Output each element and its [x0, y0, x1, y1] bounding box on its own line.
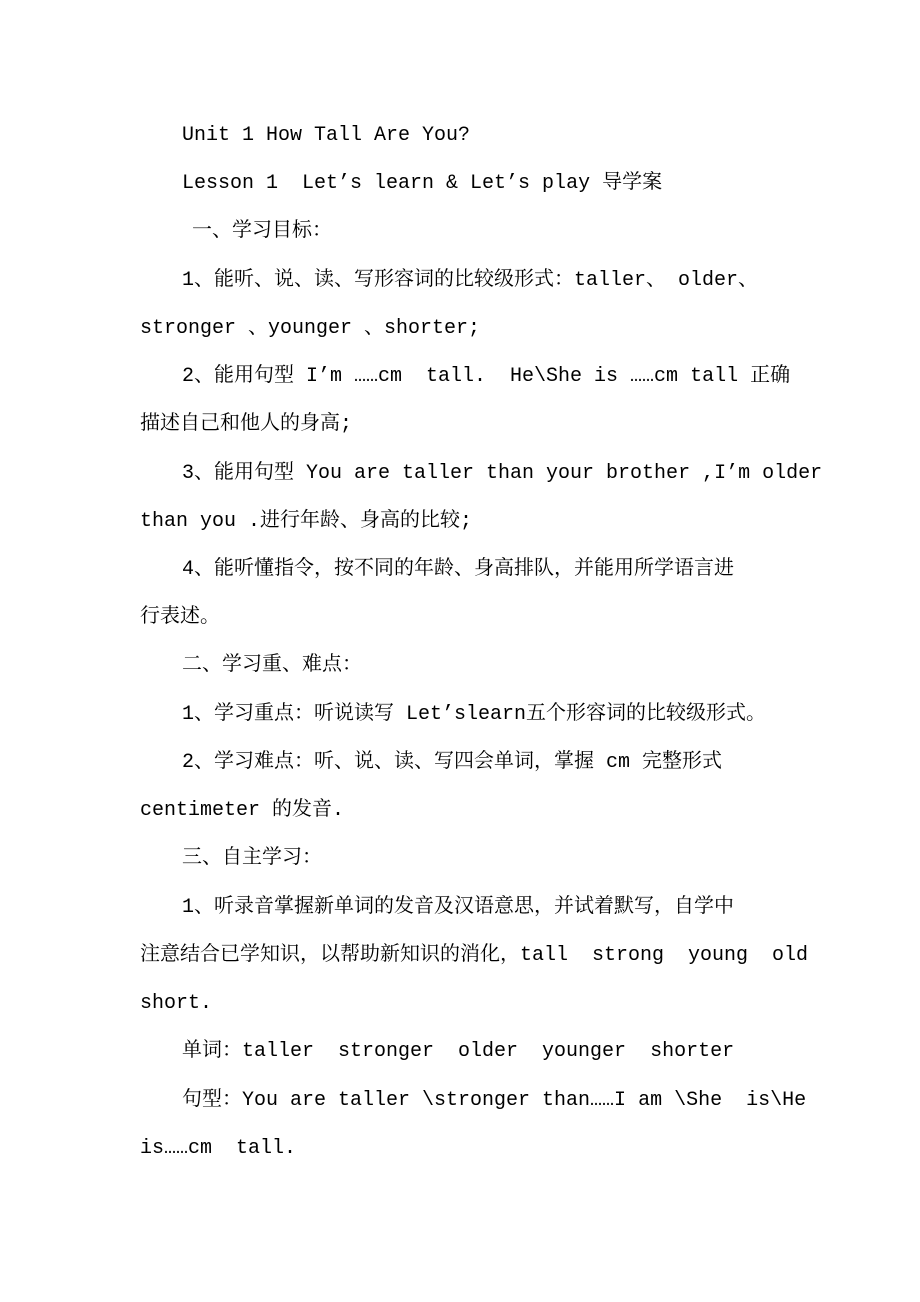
objective-1-line-1: 1、能听、说、读、写形容词的比较级形式：taller、 older、 — [182, 269, 759, 292]
section-heading-self-study: 三、自主学习： — [182, 847, 322, 870]
document-title: Unit 1 How Tall Are You? — [182, 124, 471, 147]
objective-4-line-2: 行表述。 — [140, 606, 220, 629]
key-point-2-line-1: 2、学习难点：听、说、读、写四会单词，掌握 cm 完整形式 — [182, 751, 723, 774]
key-point-2-line-2: centimeter 的发音. — [140, 799, 345, 822]
self-study-1-line-2: 注意结合已学知识，以帮助新知识的消化，tall strong young old — [140, 944, 809, 967]
objective-1-line-2: stronger 、younger 、shorter; — [140, 317, 481, 340]
sentence-pattern-line-2: is……cm tall. — [140, 1137, 297, 1160]
self-study-1-line-3: short. — [140, 992, 213, 1015]
key-point-1: 1、学习重点：听说读写 Let’slearn五个形容词的比较级形式。 — [182, 703, 767, 726]
objective-4-line-1: 4、能听懂指令，按不同的年龄、身高排队，并能用所学语言进 — [182, 558, 735, 581]
vocabulary-line: 单词：taller stronger older younger shorter — [182, 1040, 735, 1063]
section-heading-objectives: 一、学习目标： — [192, 220, 332, 243]
objective-3-line-1: 3、能用句型 You are taller than your brother ,I’m older — [182, 462, 823, 485]
section-heading-key-points: 二、学习重、难点： — [182, 654, 362, 677]
objective-2-line-1: 2、能用句型 I’m ……cm tall. He\She is ……cm tall 正确 — [182, 365, 791, 388]
self-study-1-line-1: 1、听录音掌握新单词的发音及汉语意思，并试着默写，自学中 — [182, 896, 735, 919]
lesson-subtitle: Lesson 1 Let’s learn & Let’s play 导学案 — [182, 172, 663, 195]
sentence-pattern-line-1: 句型：You are taller \stronger than……I am \She is\He — [182, 1089, 807, 1112]
objective-3-line-2: than you .进行年龄、身高的比较; — [140, 510, 473, 533]
objective-2-line-2: 描述自己和他人的身高; — [140, 413, 353, 436]
